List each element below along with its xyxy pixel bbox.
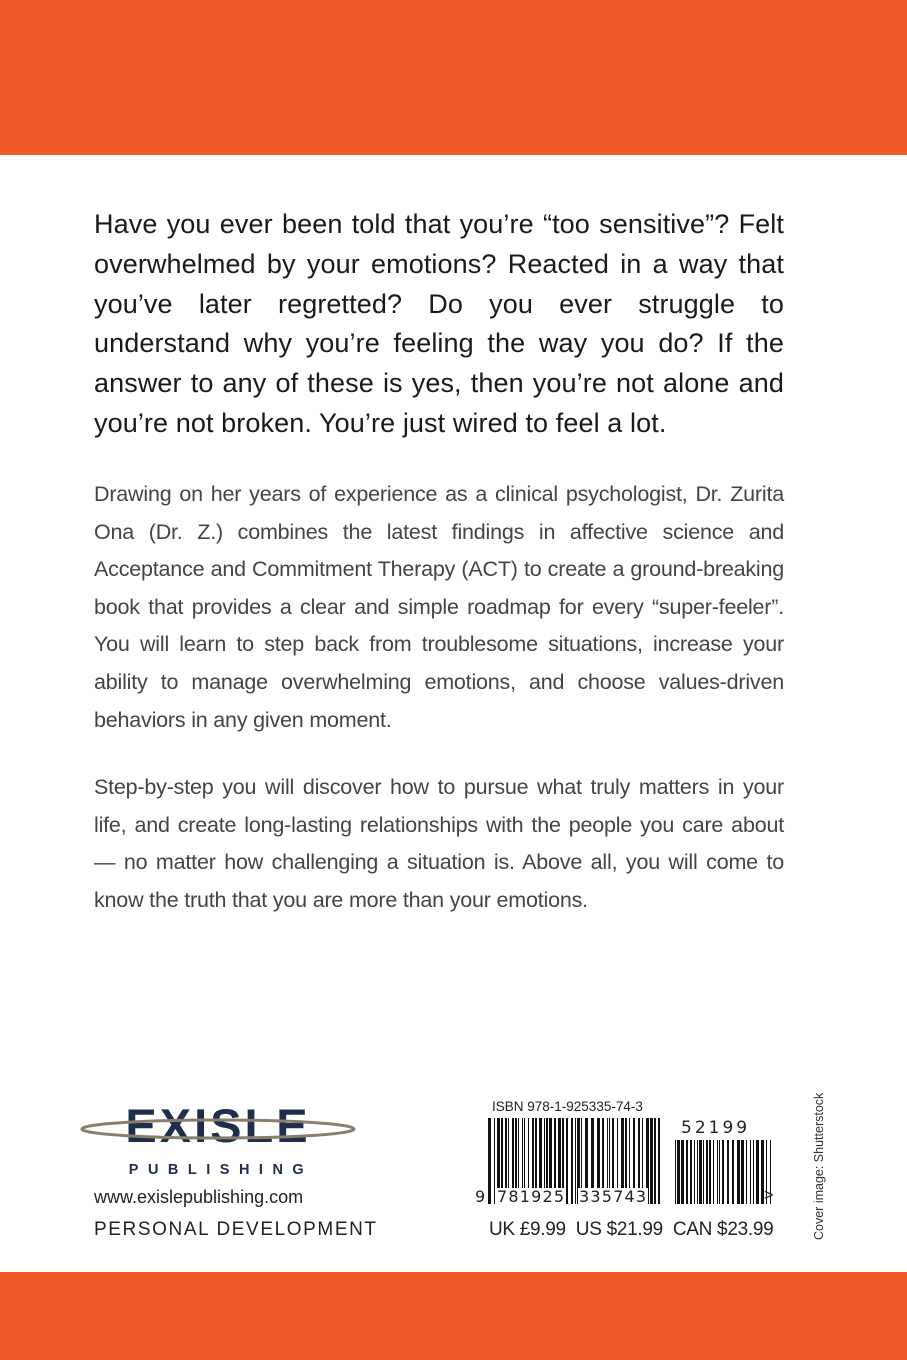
price-addon-barcode <box>675 1140 774 1204</box>
publisher-website: www.exislepublishing.com <box>94 1187 304 1207</box>
barcode-bar <box>727 1140 729 1204</box>
barcode-bar <box>750 1140 751 1204</box>
barcode-bar <box>658 1118 660 1204</box>
logo-main-text: EXISLE <box>125 1099 311 1152</box>
bottom-color-band <box>0 1272 907 1360</box>
cover-image-credit: Cover image: Shutterstock <box>812 1092 826 1240</box>
barcode-bar <box>566 1118 568 1204</box>
barcode-bar <box>488 1118 491 1204</box>
barcode-addon-digits: 52199 <box>681 1118 751 1138</box>
barcode-bar <box>719 1140 720 1204</box>
barcode-bar <box>675 1140 676 1204</box>
barcode-chevron: > <box>764 1187 774 1204</box>
barcode-bar <box>697 1140 698 1204</box>
barcode-bar <box>703 1140 704 1204</box>
barcode-bar <box>694 1140 695 1204</box>
barcode-left-digits: 781925 <box>497 1187 566 1206</box>
barcode-bar <box>690 1140 692 1204</box>
price-us: US $21.99 <box>575 1219 663 1240</box>
barcode-bar <box>713 1140 714 1204</box>
isbn-label: ISBN 978-1-925335-74-3 <box>492 1099 643 1114</box>
barcode-bar <box>494 1118 495 1204</box>
intro-paragraph: Have you ever been told that you’re “too sensitive”? Felt overwhelmed by your emotions? Reacted in a way that you’ve later regretted? Do you ever struggle to understand why you’re feeling the way you do? If the answer to any of these is yes, then you’re not alone and you’re not broken. You’re just wired to feel a lot. <box>94 209 784 438</box>
exisle-publishing-logo <box>78 1096 358 1180</box>
barcode-bar <box>732 1140 734 1204</box>
barcode-bar <box>686 1140 688 1204</box>
price-list <box>489 1219 773 1241</box>
barcode-bar <box>756 1140 759 1204</box>
barcode-bar <box>677 1140 680 1204</box>
barcode-bar <box>650 1118 653 1204</box>
description-paragraph-2: Step-by-step you will discover how to pursue what truly matters in your life, and create long-lasting relationships with the people you care about — no matter how challenging a situation is. Above all, you will come to know the truth that you are more than your emotions. <box>94 775 784 912</box>
barcode-bar <box>575 1118 576 1204</box>
book-category: PERSONAL DEVELOPMENT <box>94 1219 378 1240</box>
barcode-bar <box>681 1140 684 1204</box>
barcode-bar <box>737 1140 740 1204</box>
description-paragraph-1: Drawing on her years of experience as a clinical psychologist, Dr. Zurita Ona (Dr. Z.) combines the latest findings in affective science and Acceptance and Commitment Therapy (ACT) to create a ground-breaking book that provides a clear and simple roadmap for every “super-feeler”. You will learn to step back from troublesome situations, increase your ability to manage overwhelming emotions, and choose values-driven behaviors in any given moment. <box>94 482 784 732</box>
barcode-bar <box>706 1140 708 1204</box>
barcode-bar <box>717 1140 718 1204</box>
barcode-bar <box>722 1140 724 1204</box>
top-color-band <box>0 0 907 155</box>
price-can: CAN $23.99 <box>672 1219 774 1240</box>
barcode-bar <box>571 1118 573 1204</box>
barcode-lead-digit: 9 <box>475 1187 486 1206</box>
price-uk: UK £9.99 <box>489 1219 566 1240</box>
barcode-bar <box>709 1140 711 1204</box>
barcode-bar <box>699 1140 702 1204</box>
barcode-bar <box>746 1140 747 1204</box>
barcode-right-digits: 335743 <box>579 1187 648 1206</box>
logo-sub-text: PUBLISHING <box>128 1162 314 1178</box>
barcode-bar <box>741 1140 744 1204</box>
barcode-bar <box>654 1118 656 1204</box>
barcode-bar <box>753 1140 754 1204</box>
